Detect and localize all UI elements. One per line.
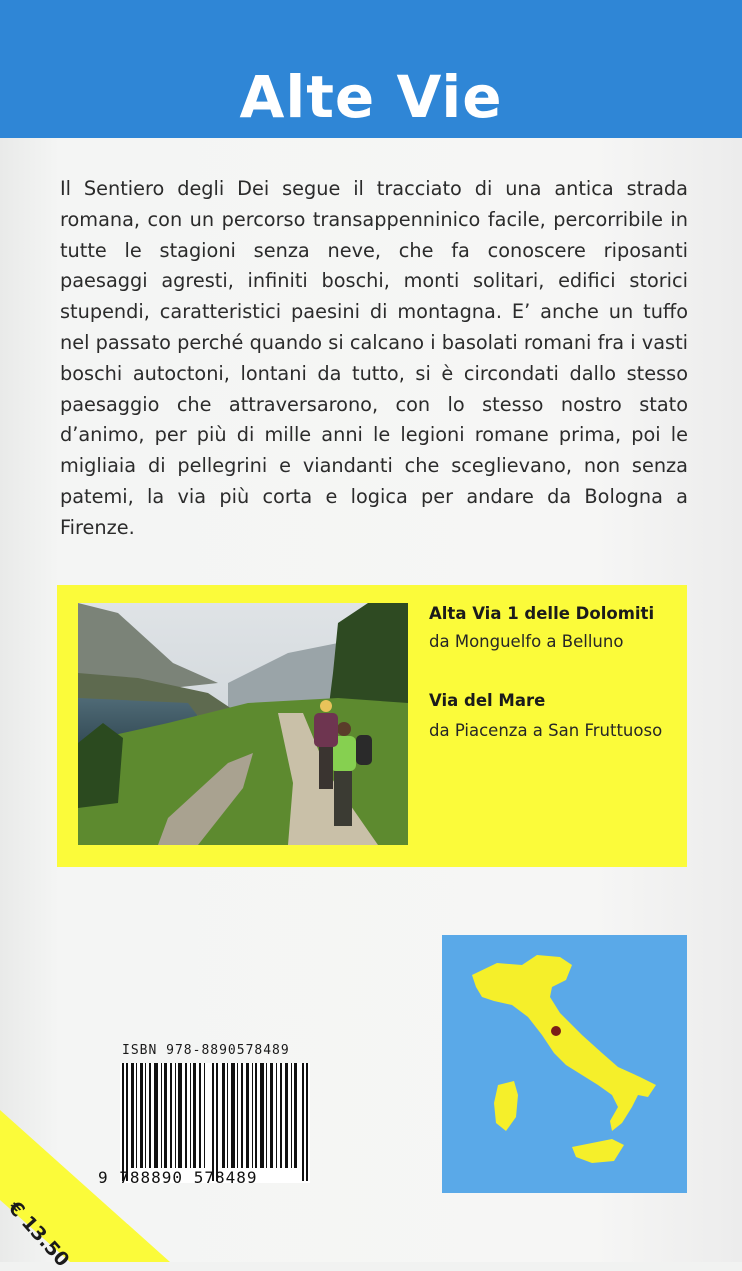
intro-paragraph: Il Sentiero degli Dei segue il tracciato di una antica strada romana, con un percorso transappenninico facile, percorribile in tutte le stagioni senza neve, che fa conoscere riposanti paesaggi agresti, infiniti boschi, monti solitari, edifici storici stupendi, caratteristici paesini di montagna. E’ anche un tuffo nel passato perché quando si calcano i basolati romani fra i vasti boschi autoctoni, lontani da tutto, si è circondati dallo stesso paesaggio che attraversarono, con lo stesso nostro stato d’animo, per più di mille anni le legioni romane prima, poi le migliaia di pellegrini e viandanti che sceglievano, non senza patemi, la via più corta e logica per andare da Bologna a Firenze. [60, 177, 688, 539]
barcode-digits: 9 788890 578489 [98, 1168, 258, 1187]
sardinia [494, 1081, 518, 1131]
hikers-photo [78, 603, 408, 845]
route-2-subtitle: da Piacenza a San Fruttuoso [429, 721, 663, 740]
isbn-label: ISBN 978-8890578489 [122, 1043, 290, 1058]
italy-map-shape [442, 935, 687, 1193]
route-1-subtitle: da Monguelfo a Belluno [429, 632, 624, 651]
location-marker [551, 1026, 561, 1036]
sicily [572, 1139, 624, 1163]
price-label: € 13.50 [3, 1197, 74, 1271]
route-2-title: Via del Mare [429, 691, 546, 710]
italy-map [442, 935, 687, 1193]
page-title: Alte Vie [239, 63, 503, 131]
route-1-title: Alta Via 1 delle Dolomiti [429, 604, 655, 623]
price-corner [0, 1110, 170, 1262]
